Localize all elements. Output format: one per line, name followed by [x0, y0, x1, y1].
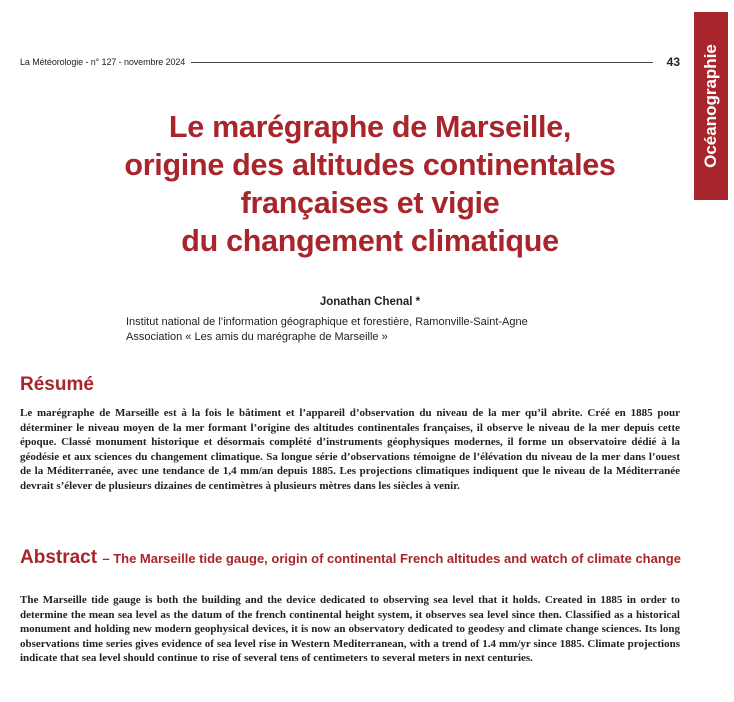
abstract-heading-label: Abstract: [20, 547, 98, 568]
header-rule: [191, 62, 652, 63]
abstract-subtitle: – The Marseille tide gauge, origin of continental French altitudes and watch of climate change: [102, 551, 681, 566]
abstract-heading: [20, 546, 700, 570]
article-title: [60, 108, 680, 260]
title-line: origine des altitudes continentales: [124, 148, 616, 182]
resume-text: Le marégraphe de Marseille est à la fois le bâtiment et l’appareil d’observation du niveau de la mer qu’il abrite. Créé en 1885 pour déterminer le niveau moyen de la mer formant l’origine des altitudes continentales françaises, il observe le niveau de la mer depuis cette époque. Classé monument historique et désormais complété d’instruments géophysiques modernes, il forme un observatoire dédié à la géodésie et aux sciences du changement climatique. Sa longue série d’observations témoigne de l’élévation du niveau de la mer dans l’ouest de la Méditerranée, avec une tendance de 1,4 mm/an depuis 1885. Les projections climatiques indiquent que le niveau de la Méditerranée devrait s’élever de plusieurs dizaines de centimètres à plusieurs mètres dans les siècles à venir.: [20, 407, 680, 492]
journal-info: La Météorologie - n° 127 - novembre 2024: [20, 57, 186, 67]
page-number: 43: [666, 55, 680, 69]
section-tab: [694, 12, 728, 200]
abstract-text: The Marseille tide gauge is both the building and the device dedicated to observing sea level that it holds. Created in 1885 in order to determine the mean sea level as the datum of the french continental height system, it observes sea level since then. Classified as a historical monument and holding new modern geophysical devices, it is now an observatory dedicated to geodesy and climate change sciences. Its long observations time series gives evidence of sea level rise in Western Mediterranean, with a trend of 1.4 mm/yr since 1885. Climate projections indicate that sea level should continue to rise of several tens of centimeters to several meters in next centuries.: [20, 594, 680, 665]
title-line: Le marégraphe de Marseille,: [168, 110, 572, 144]
affiliation-line: Institut national de l’information géographique et forestière, Ramonville-Saint-Agne: [126, 316, 528, 328]
section-tab-label: Océanographie: [701, 44, 721, 168]
title-line: françaises et vigie: [240, 186, 500, 220]
resume-heading: Résumé: [20, 374, 94, 395]
title-line: du changement climatique: [181, 224, 559, 258]
affiliation-line: Association « Les amis du marégraphe de Marseille »: [126, 331, 388, 343]
author-name: Jonathan Chenal *: [319, 296, 421, 308]
running-header: [20, 54, 680, 70]
affiliations: [126, 315, 666, 345]
